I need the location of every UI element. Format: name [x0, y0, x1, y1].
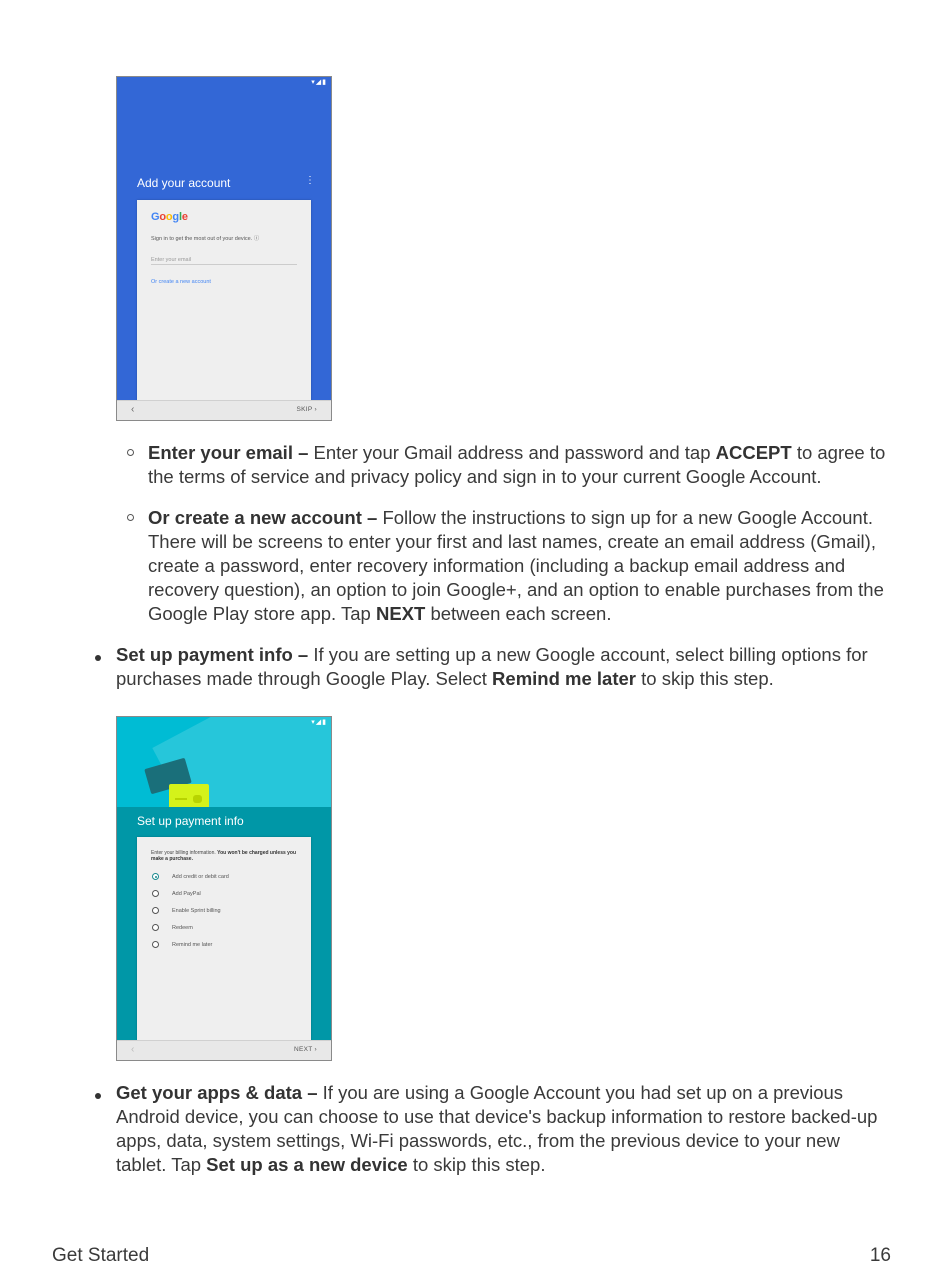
bullet-apps-data	[116, 1081, 891, 1177]
payment-card	[137, 837, 311, 1043]
bullet-bold: Remind me later	[492, 668, 636, 689]
payment-header-illustration	[117, 717, 332, 807]
sub-item-text: between each screen.	[425, 603, 612, 624]
google-letter: o	[165, 211, 173, 223]
intro-bold: You won't be charged unless you make a purchase.	[151, 850, 297, 862]
create-account-link[interactable]: Or create a new account	[151, 279, 211, 285]
google-logo	[151, 211, 188, 223]
google-letter: o	[159, 211, 166, 223]
sub-item-create-account	[148, 506, 893, 626]
payment-info-screenshot	[116, 716, 332, 1061]
sub-item-term: Enter your email	[148, 442, 293, 463]
sub-bullet-icon	[127, 449, 134, 456]
screen-title: Add your account	[137, 176, 231, 190]
radio-add-card[interactable]	[152, 873, 159, 880]
sub-item-bold: NEXT	[375, 603, 426, 624]
back-arrow-icon[interactable]: ‹	[131, 1044, 135, 1055]
footer-section-title: Get Started	[52, 1245, 150, 1266]
overflow-menu-icon: ⋮	[305, 175, 315, 186]
sub-bullet-icon	[127, 514, 134, 521]
option-label: Redeem	[172, 925, 193, 931]
intro-text: Enter your billing information.	[151, 850, 218, 856]
screen-title: Set up payment info	[137, 814, 244, 828]
sub-item-enter-email	[148, 441, 893, 489]
radio-remind-later[interactable]	[152, 941, 159, 948]
google-letter: g	[172, 211, 179, 223]
sub-item-text: Enter your Gmail address and password and tap	[313, 442, 716, 463]
google-letter: G	[151, 211, 160, 223]
option-label: Add credit or debit card	[172, 874, 229, 880]
radio-redeem[interactable]	[152, 924, 159, 931]
bullet-text: to skip this step.	[407, 1154, 546, 1175]
bullet-term: Set up payment info	[116, 644, 293, 665]
bullet-text: to skip this step.	[635, 668, 774, 689]
bullet-bold: Set up as a new device	[206, 1154, 408, 1175]
sub-item-term: Or create a new account	[148, 507, 362, 528]
radio-add-paypal[interactable]	[152, 890, 159, 897]
sub-item-text: to agree to the terms of service and privacy policy and sign in to your current Google Account.	[148, 442, 886, 487]
option-label: Add PayPal	[172, 891, 201, 897]
option-label: Enable Sprint billing	[172, 908, 221, 914]
bullet-text: If you are setting up a new Google account, select billing options for purchases made through Google Play. Select	[116, 644, 868, 689]
google-letter: e	[181, 211, 188, 223]
option-label: Remind me later	[172, 942, 213, 948]
bullet-term: Get your apps & data	[116, 1082, 303, 1103]
google-letter: l	[178, 211, 182, 223]
bullet-dash: –	[302, 1082, 323, 1103]
back-arrow-icon[interactable]: ‹	[131, 404, 135, 415]
sub-item-dash: –	[361, 507, 383, 528]
sub-item-bold: ACCEPT	[715, 442, 792, 463]
setup-nav-bar	[117, 400, 331, 420]
bullet-text: If you are using a Google Account you had set up on a previous Android device, you can choose to use that device's backup information to restore backed-up apps, data, system settings, Wi-Fi passwords, etc., from the previous device to your new tablet. Tap	[116, 1082, 878, 1175]
bullet-icon	[95, 1093, 101, 1099]
radio-sprint-billing[interactable]	[152, 907, 159, 914]
skip-button[interactable]: SKIP ›	[296, 406, 317, 413]
email-input[interactable]: Enter your email	[151, 257, 297, 265]
sub-item-text: Follow the instructions to sign up for a new Google Account. There will be screens to enter your first and last names, create an email address (Gmail), create a password, enter recovery information (including a backup email address and recovery question), an option to join Google+, and an option to enable purchases from the Google Play store app. Tap	[148, 507, 884, 624]
footer-page-number: 16	[869, 1245, 891, 1266]
sub-item-dash: –	[292, 442, 314, 463]
signin-description: Sign in to get the most out of your device. ⓘ	[151, 236, 260, 242]
bullet-dash: –	[292, 644, 314, 665]
status-bar-icons: ▾◢▮	[311, 79, 327, 86]
signin-card	[137, 200, 311, 403]
add-account-screenshot	[116, 76, 332, 421]
payment-intro	[151, 850, 301, 862]
credit-card-icon	[169, 784, 209, 807]
status-bar-icons: ▾◢▮	[311, 719, 327, 726]
setup-nav-bar	[117, 1040, 331, 1060]
bullet-icon	[95, 655, 101, 661]
next-button[interactable]: NEXT ›	[294, 1046, 317, 1053]
bullet-payment-info	[116, 643, 893, 691]
